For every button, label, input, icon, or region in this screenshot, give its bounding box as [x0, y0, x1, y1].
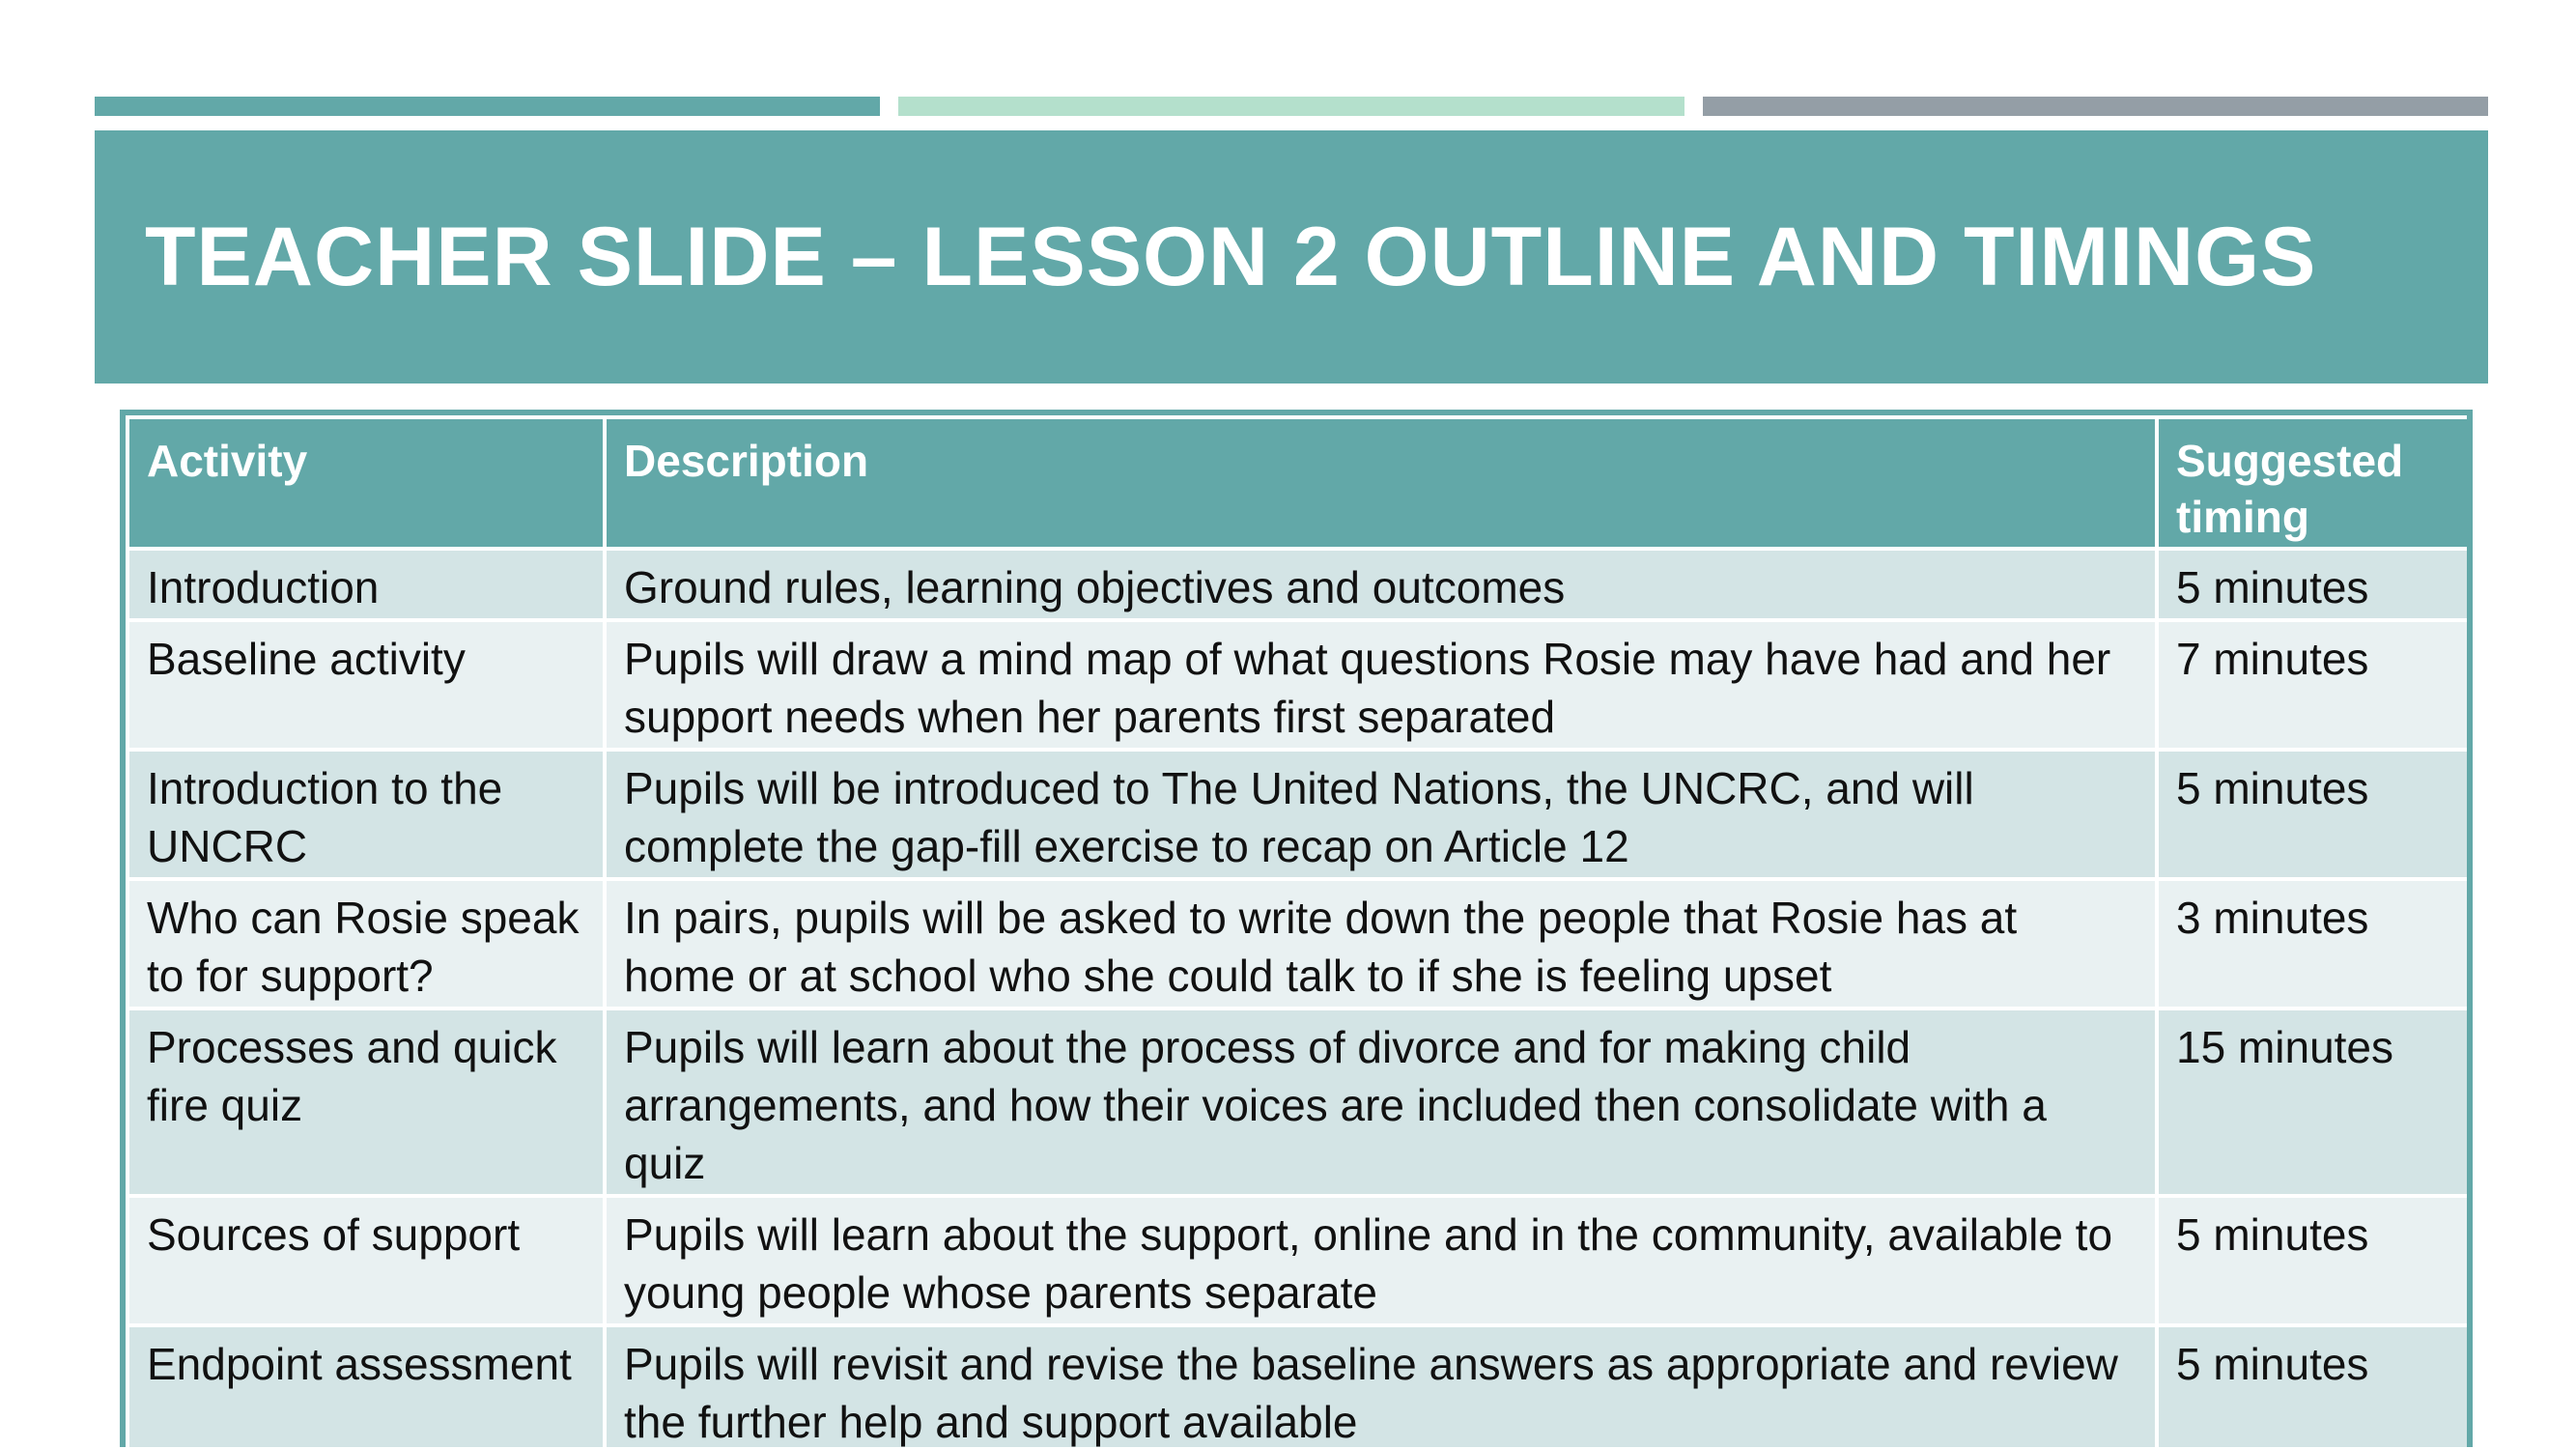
accent-bar-teal	[95, 97, 880, 116]
activity-cell: Processes and quick fire quiz	[127, 1009, 605, 1196]
accent-bar-mint	[898, 97, 1684, 116]
lesson-outline-table	[126, 415, 2471, 1447]
timing-cell: 5 minutes	[2157, 750, 2469, 879]
timing-cell: 3 minutes	[2157, 879, 2469, 1009]
header-activity: Activity	[127, 417, 605, 549]
timing-cell: 5 minutes	[2157, 1196, 2469, 1325]
lesson-outline-table-frame	[120, 410, 2473, 1447]
activity-cell: Sources of support	[127, 1196, 605, 1325]
activity-cell: Introduction	[127, 549, 605, 620]
description-cell: Pupils will be introduced to The United Nations, the UNCRC, and will complete the gap-fill exercise to recap on Article 12	[605, 750, 2157, 879]
timing-cell: 5 minutes	[2157, 1325, 2469, 1447]
table-row	[127, 549, 2469, 620]
header-suggested-timing: Suggested timing	[2157, 417, 2469, 549]
activity-cell: Introduction to the UNCRC	[127, 750, 605, 879]
description-cell: Pupils will learn about the support, online and in the community, available to young people whose parents separate	[605, 1196, 2157, 1325]
description-cell: Ground rules, learning objectives and outcomes	[605, 549, 2157, 620]
activity-cell: Endpoint assessment	[127, 1325, 605, 1447]
table-row	[127, 1009, 2469, 1196]
activity-cell: Baseline activity	[127, 620, 605, 750]
table-row	[127, 1325, 2469, 1447]
activity-cell: Who can Rosie speak to for support?	[127, 879, 605, 1009]
timing-cell: 15 minutes	[2157, 1009, 2469, 1196]
table-row	[127, 879, 2469, 1009]
accent-bar-grey	[1703, 97, 2488, 116]
timing-cell: 5 minutes	[2157, 549, 2469, 620]
table-header-row	[127, 417, 2469, 549]
table-row	[127, 750, 2469, 879]
description-cell: Pupils will learn about the process of divorce and for making child arrangements, and how their voices are included then consolidate with a quiz	[605, 1009, 2157, 1196]
timing-cell: 7 minutes	[2157, 620, 2469, 750]
slide-title: TEACHER SLIDE – LESSON 2 OUTLINE AND TIMINGS	[145, 211, 2317, 303]
table-row	[127, 620, 2469, 750]
header-description: Description	[605, 417, 2157, 549]
description-cell: Pupils will revisit and revise the baseline answers as appropriate and review the further help and support available	[605, 1325, 2157, 1447]
description-cell: In pairs, pupils will be asked to write down the people that Rosie has at home or at school who she could talk to if she is feeling upset	[605, 879, 2157, 1009]
description-cell: Pupils will draw a mind map of what questions Rosie may have had and her support needs when her parents first separated	[605, 620, 2157, 750]
table-row	[127, 1196, 2469, 1325]
title-band	[95, 130, 2488, 384]
